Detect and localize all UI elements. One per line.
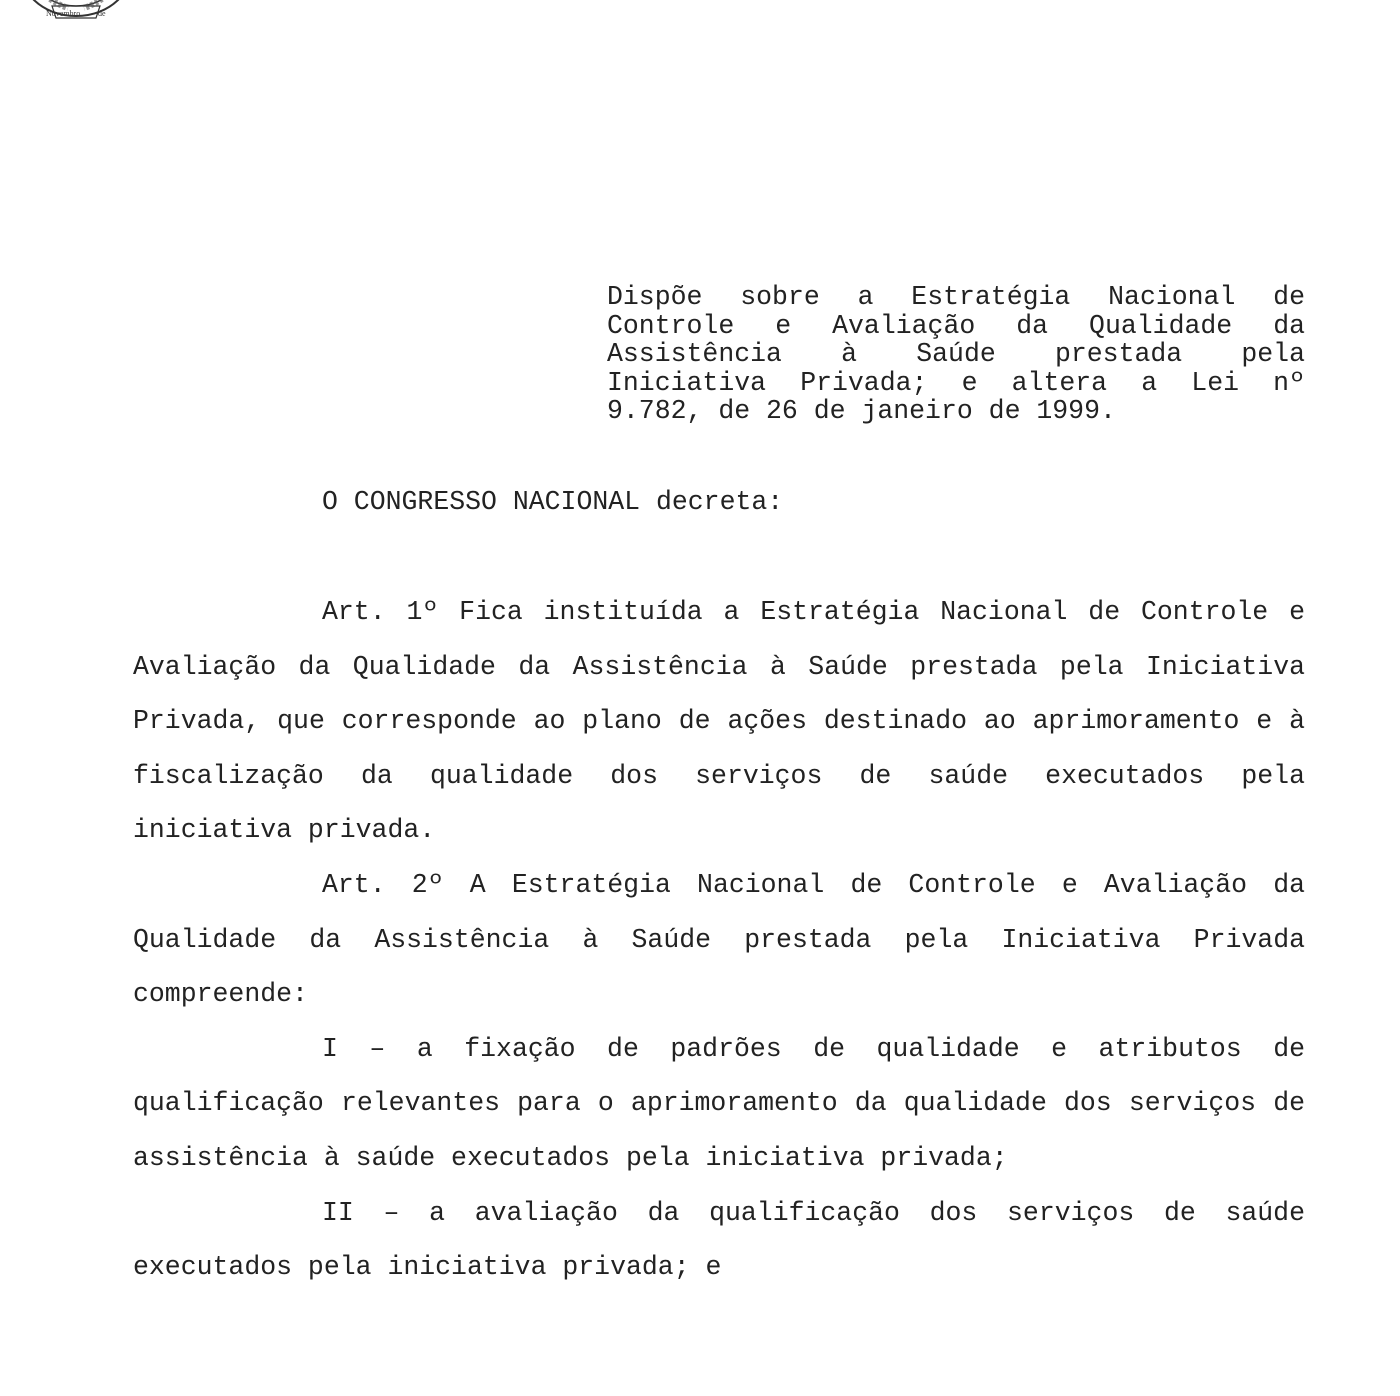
paragraph-inciso-i: I – a fixação de padrões de qualidade e atributos de qualificação relevantes para o aprimoramento da qualidade dos serviços de assistência à saúde executados pela iniciativa privada; [133,1033,1305,1173]
brasao-seal-icon [12,0,140,24]
ementa: Dispõe sobre a Estratégia Nacional de Controle e Avaliação da Qualidade da Assistência à Saúde prestada pela Iniciativa Privada; e altera a Lei nº 9.782, de 26 de janeiro de 1999. [607,282,1305,426]
paragraph-art-1: Art. 1º Fica instituída a Estratégia Nacional de Controle e Avaliação da Qualidade da Assistência à Saúde prestada pela Iniciativa Privada, que corresponde ao plano de ações destinado ao aprimoramento e à fiscalização da qualidade dos serviços de saúde executados pela iniciativa privada. [133,597,1305,846]
seal-right-text: de [98,9,106,18]
seal-left-text: Novembro [46,9,81,18]
enacting-clause: O CONGRESSO NACIONAL decreta: [322,487,784,517]
paragraph-inciso-ii: II – a avaliação da qualificação dos serviços de saúde executados pela iniciativa privada; e [133,1197,1305,1283]
paragraph-art-2: Art. 2º A Estratégia Nacional de Controle e Avaliação da Qualidade da Assistência à Saúde prestada pela Iniciativa Privada compreende: [133,869,1305,1010]
document-body [133,585,1305,1295]
